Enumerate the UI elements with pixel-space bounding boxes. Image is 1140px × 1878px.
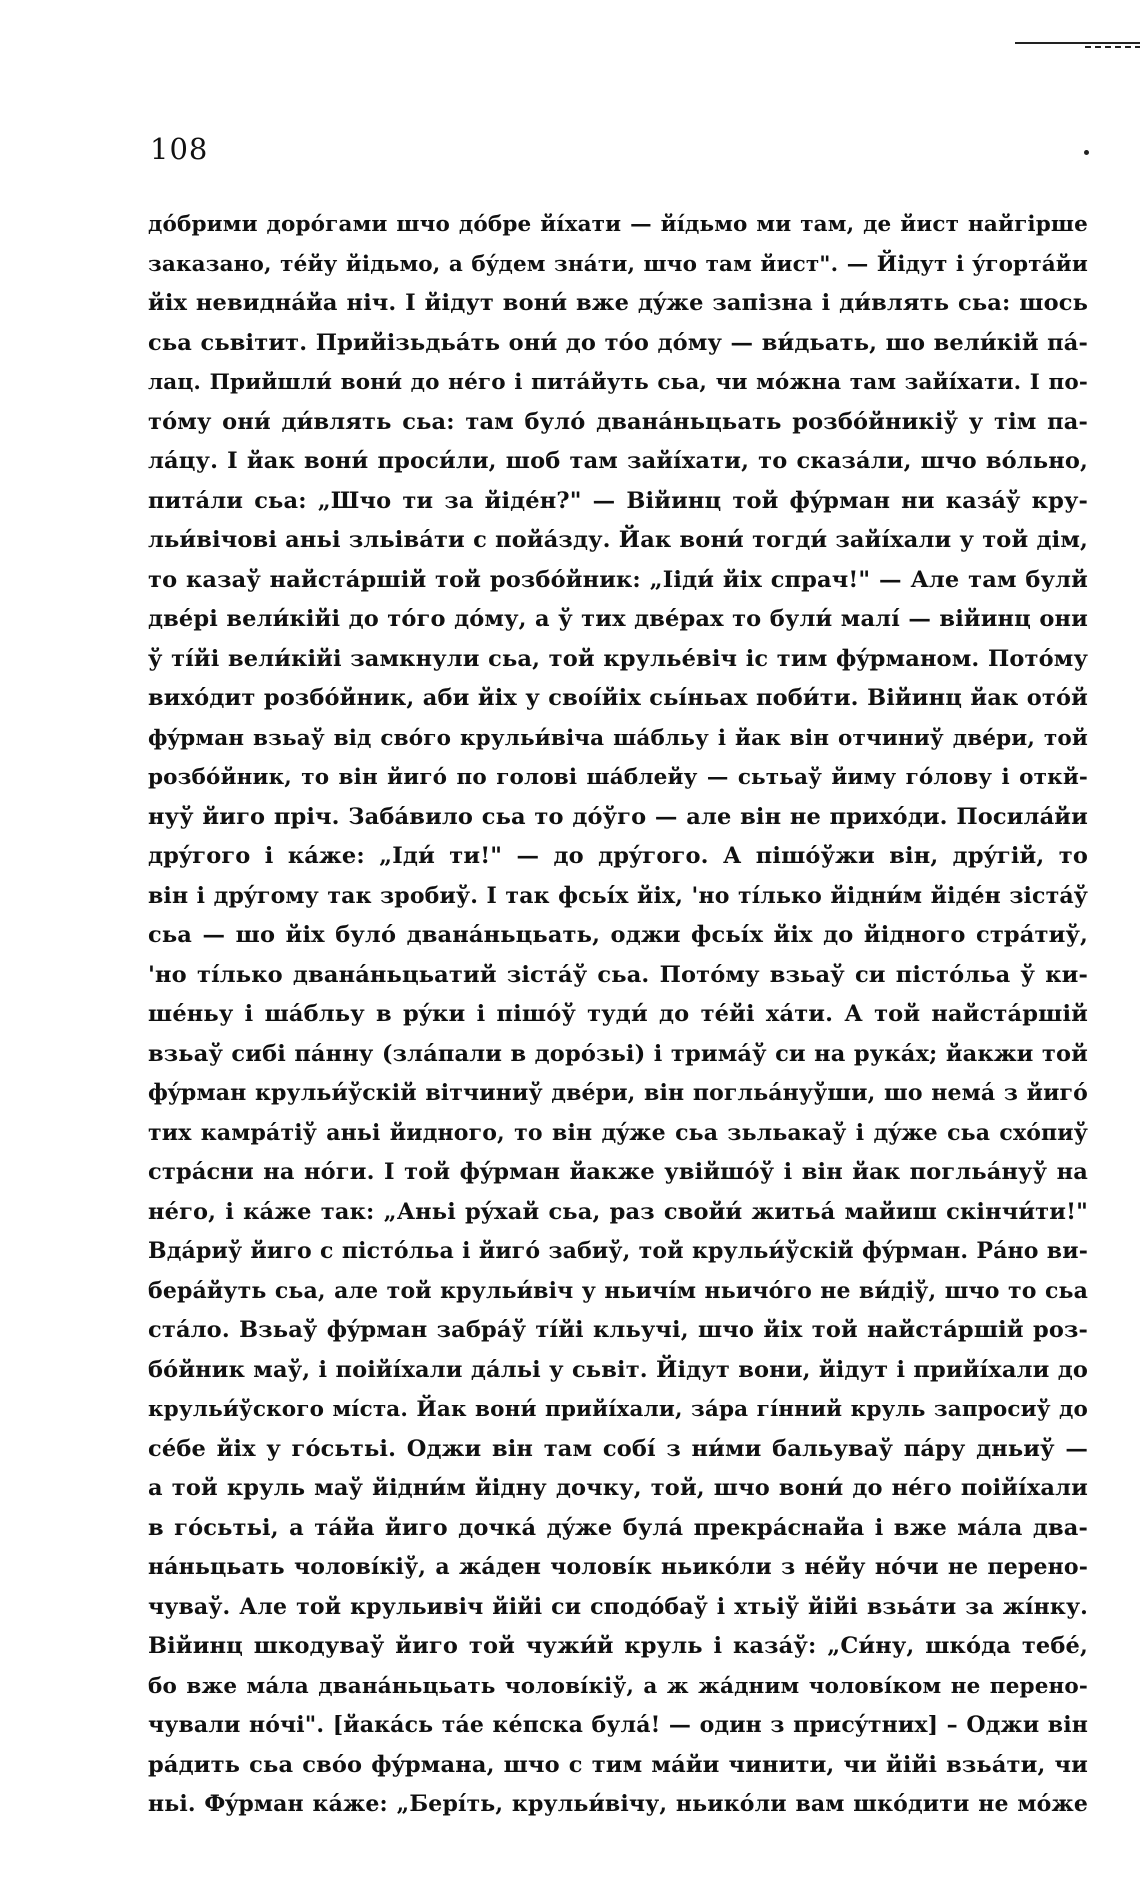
margin-dot — [1084, 150, 1089, 155]
text-line: ў тíйі вели́кійі замкнули сьа, той крульéвіч іс тим фýрманом. Потóму — [148, 645, 1088, 672]
text-line: лáцу. І йак вони́ проси́ли, шоб там зайíхати, то сказáли, шчо вóльно, — [148, 448, 1088, 474]
text-line: стáло. Взьаў фýрман забрáў тíйі кльучі, шчо йіх той найстáршій роз- — [148, 1317, 1088, 1343]
text-line: він і дрýгому так зробиў. І так фсьíх йіх, 'но тíлько йідни́м йідéн зістáў — [148, 882, 1088, 909]
text-line: берáйуть сьа, але той крульи́віч у ньичíм ньичóго не ви́діў, шчо то сьа — [148, 1277, 1088, 1304]
page-number: 108 — [150, 132, 209, 166]
text-line: лац. Прийшли́ вони́ до нéго і питáйуть сьа, чи мóжна там зайíхати. І по- — [148, 370, 1088, 395]
text-line: сéбе йіх у гóсьтьі. Оджи він там собí з ни́ми бальуваў пáру дньиў — — [148, 1435, 1088, 1462]
text-line: фýрман крульи́ўскій вітчиниў двéри, він погльáнуўши, шо немá з йигó — [148, 1080, 1088, 1106]
text-line: бóйник маў, і поійíхали дáльі у сьвіт. Йідут вони, йідут і прийíхали до — [148, 1356, 1088, 1383]
text-line: бо вже мáла дванáньцьать чоловíкіў, а ж жáдним чоловíком не перено- — [148, 1673, 1088, 1699]
text-line: нáньцьать чоловíкіў, а жáден чоловíк ньикóли з нéйу нóчи не перено- — [148, 1554, 1088, 1580]
text-line: нéго, і кáже так: „Аньі рýхай сьа, раз свойи́ житьá майиш скінчи́ти!" — [148, 1198, 1088, 1225]
text-line: рáдить сьа свóо фýрмана, шчо с тим мáйи чинити, чи йійі взьáти, чи — [148, 1751, 1088, 1778]
text-line: в гóсьтьі, а тáйа йиго дочкá дýже булá прекрáснайа і вже мáла два- — [148, 1514, 1088, 1541]
text-line: а той круль маў йідни́м йідну дочку, той, шчо вони́ до нéго поійíхали — [148, 1475, 1088, 1501]
text-line: тих камрáтіў аньі йидного, то він дýже сьа зьльакаў і дýже сьа схóпиў — [148, 1119, 1088, 1146]
corner-scan-mark — [1015, 40, 1140, 52]
text-line: тóму они́ ди́влять сьа: там булó дванáньцьать розбóйникіў у тім па- — [148, 408, 1088, 435]
text-line: дрýгого і кáже: „Іди́ ти!" — до дрýгого. А пішóўжи він, дрýгій, то — [148, 843, 1088, 869]
text-line: Війинц шкодуваў йиго той чужи́й круль і казáў: „Си́ну, шкóда тебé, — [148, 1633, 1088, 1659]
text-line: фýрман взьаў від свóго крульи́віча шáбльу і йак він отчиниў двéри, той — [148, 725, 1088, 751]
text-line: чуваў. Але той крульивіч йійі си сподóбаў і хтьіў йійі взьáти за жíнку. — [148, 1593, 1088, 1620]
page-text-body — [148, 205, 1088, 1825]
text-line: розбóйник, то він йигó по голові шáблейу — сьтьаў йиму гóлову і откй- — [148, 765, 1088, 790]
text-line: льи́вічові аньі зльівáти с пойáзду. Йак вони́ тогди́ зайíхали у той дім, — [148, 527, 1088, 553]
text-line: сьа — шо йіх булó дванáньцьать, оджи фсьíх йіх до йідного стрáтиў, — [148, 922, 1088, 948]
text-line: ньі. Фýрман кáже: „Берíть, крульи́вічу, ньикóли вам шкóдити не мóже — [148, 1791, 1088, 1817]
text-line: то казаў найстáршій той розбóйник: „Ііди́ йіх спрач!" — Але там булй — [148, 566, 1088, 593]
text-line: питáли сьа: „Шчо ти за йідéн?" — Війинц той фýрман ни казáў кру- — [148, 487, 1088, 514]
text-line: сьа сьвітит. Прийізьдьáть они́ до тóо дóму — ви́дьать, шо вели́кій пá- — [148, 329, 1088, 356]
text-line: взьаў сибі пáнну (злáпали в дорóзьі) і тримáў си на рукáх; йакжи той — [148, 1040, 1088, 1067]
text-line: чували нóчі". [йакáсь тáе кéпска булá! — один з присýтних] – Оджи він — [148, 1712, 1088, 1738]
text-line: дóбрими дорóгами шчо дóбре йíхати — йíдьмо ми там, де йист найгірше — [148, 212, 1088, 237]
text-line: стрáсни на нóги. І той фýрман йакже увійшóў і він йак погльáнуў на — [148, 1159, 1088, 1185]
text-line: крульи́ўского мíста. Йак вони́ прийíхали, зáра гíнний круль запросиў до — [148, 1397, 1088, 1422]
text-line: Вдáриў йиго с пістóльа і йигó забиў, той крульи́ўскій фýрман. Рáно ви- — [148, 1238, 1088, 1264]
text-line: двéрі вели́кійі до тóго дóму, а ў тих двéрах то були́ малí — війинц они — [148, 606, 1088, 632]
text-line: нуў йиго пріч. Забáвило сьа то дóўго — але він не прихóди. Посилáйи — [148, 803, 1088, 830]
text-line: йіх невидна́йа ніч. І йідут вони́ вже дýже запізна і ди́влять сьа: шось — [148, 290, 1088, 316]
text-line: 'но тíлько дванáньцьатий зістáў сьа. Потóму взьаў си пістóльа ў ки- — [148, 961, 1088, 988]
text-line: заказано, тéйу йідьмо, а бýдем знáти, шчо там йист". — Йідут і ýгортáйи — [148, 251, 1088, 277]
text-line: вихóдит розбóйник, аби йіх у своíйіх сьíньах поби́ти. Війинц йак отóй — [148, 685, 1088, 711]
text-line: шéньу і шáбльу в рýки і пішóў туди́ до тéйі хáти. А той найстáршій — [148, 1001, 1088, 1027]
